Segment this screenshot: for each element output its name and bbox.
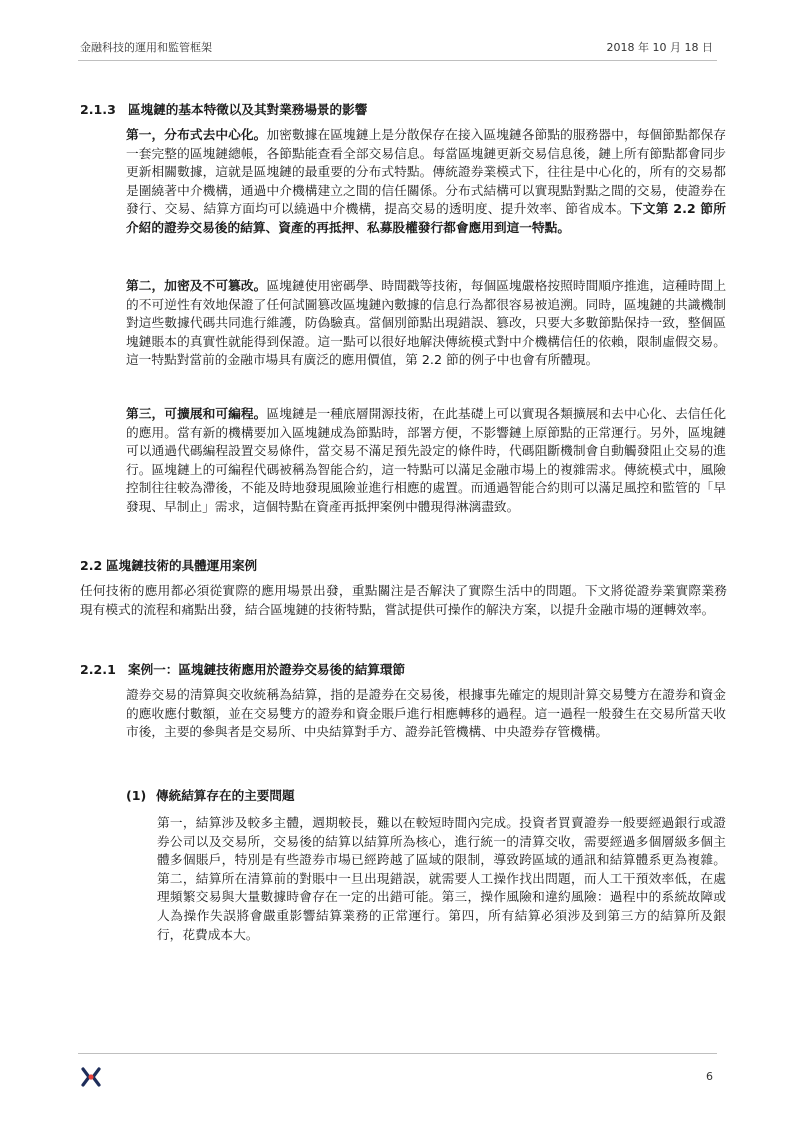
footer-divider [78, 1053, 717, 1054]
section-title: 案例一：區塊鏈技術應用於證券交易後的結算環節 [128, 662, 406, 677]
section-number: 2.2 [80, 558, 103, 573]
paragraph-body: 任何技術的應用都必須從實際的應用場景出發，重點關注是否解決了實際生活中的問題。下文將從證券業實際業務現有模式的流程和痛點出發，結合區塊鏈的技術特點，嘗試提供可操作的解決方案，以提升金融市場的運轉效率。 [80, 583, 727, 617]
paragraph-lead: 第一，分布式去中心化。 [126, 127, 267, 142]
paragraph-body: 證券交易的清算與交收統稱為結算，指的是證券在交易後，根據事先確定的規則計算交易雙方在證券和資金的應收應付數額，並在交易雙方的證券和資金賬戶進行相應轉移的過程。這一過程一般發生在交易所當天收市後，主要的參與者是交易所、中央結算對手方、證券託管機構、中央證券存管機構。 [126, 687, 726, 740]
section-heading-2-2-1 [80, 659, 405, 678]
section-number: 2.1.3 [80, 102, 116, 117]
paragraph-lead: 第二，加密及不可篡改。 [126, 278, 267, 293]
section-heading-2-2 [80, 555, 257, 574]
hkex-x-logo-icon [80, 1066, 102, 1088]
paragraph-body: 區塊鏈是一種底層開源技術，在此基礎上可以實現各類擴展和去中心化、去信任化的應用。當有新的機構要加入區塊鏈成為節點時，部署方便，不影響鏈上原節點的正常運行。另外，區塊鏈可以通過代碼編程設置交易條件，當交易不滿足預先設定的條件時，代碼阻斷機制會自動觸發阻止交易的進行。區塊鏈上的可編程代碼被稱為智能合約，這一特點可以滿足金融市場上的複雜需求。傳統模式中，風險控制往往較為滯後，不能及時地發現風險並進行相應的處置。而通過智能合約則可以滿足風控和監管的「早發現、早制止」需求，這個特點在資產再抵押案例中體現得淋漓盡致。 [126, 406, 727, 514]
subsection-number: (1) [126, 788, 147, 803]
document-date: 2018 年 10 月 18 日 [606, 41, 713, 54]
section-title: 區塊鏈技術的具體運用案例 [106, 558, 258, 573]
document-title: 金融科技的運用和監管框架 [80, 41, 212, 54]
subsection-title: 傳統結算存在的主要問題 [156, 788, 295, 803]
paragraph-encryption [126, 277, 726, 370]
header-divider [78, 60, 717, 61]
section-title: 區塊鏈的基本特徵以及其對業務場景的影響 [128, 102, 368, 117]
paragraph-tail: 下文第 2.2 節所介紹的證券交易後的結算、資產的再抵押、私募股權發行都會應用到這一特點。 [126, 201, 726, 235]
paragraph-body: 加密數據在區塊鏈上是分散保存在接入區塊鏈各節點的服務器中，每個節點都保存一套完整的區塊鏈總帳，各節點能查看全部交易信息。每當區塊鏈更新交易信息後，鏈上所有節點都會同步更新相關數據，這就是區塊鏈的最重要的分布式特點。傳統證券業模式下，往往是中心化的，所有的交易都是圍繞著中介機構，通過中介機構建立之間的信任關係。分布式結構可以實現點對點之間的交易，使證券在發行、交易、結算方面均可以繞過中介機構，提高交易的透明度、提升效率、節省成本。 [126, 127, 727, 217]
paragraph-body: 區塊鏈使用密碼學、時間戳等技術，每個區塊嚴格按照時間順序推進，這種時間上的不可逆性有效地保證了任何試圖篡改區塊鏈內數據的信息行為都很容易被追溯。同時，區塊鏈的共識機制對這些數據代碼共同進行維護，防偽驗真。當個別節點出現錯誤、篡改，只要大多數節點保持一致，整個區塊鏈賬本的真實性就能得到保證。這一點可以很好地解決傳統模式對中介機構信任的依賴，限制虛假交易。這一特點對當前的金融市場具有廣泛的應用價值，第 2.2 節的例子中也會有所體現。 [126, 278, 727, 368]
paragraph-use-cases-intro [80, 582, 727, 619]
page-number: 6 [706, 1070, 713, 1083]
paragraph-traditional-settlement-problems [157, 814, 726, 944]
paragraph-lead: 第三，可擴展和可編程。 [126, 406, 267, 421]
subsection-heading-1 [126, 785, 295, 804]
paragraph-body: 第一，結算涉及較多主體，週期較長，難以在較短時間內完成。投資者買賣證券一般要經過銀行或證券公司以及交易所，交易後的結算以結算所為核心，進行統一的清算交收，需要經過多個層級多個主體多個賬戶，特別是有些證券市場已經跨越了區域的限制，導致跨區域的通訊和結算體系更為複雜。第二，結算所在清算前的對賬中一旦出現錯誤，就需要人工操作找出問題，而人工干預效率低，在處理頻繁交易與大量數據時會存在一定的出錯可能。第三，操作風險和違約風險：過程中的系統故障或人為操作失誤將會嚴重影響結算業務的正常運行。第四，所有結算必須涉及到第三方的結算所及銀行，花費成本大。 [157, 815, 726, 942]
paragraph-decentralization [126, 126, 726, 238]
section-number: 2.2.1 [80, 662, 116, 677]
paragraph-extensibility [126, 405, 726, 517]
section-heading-2-1-3 [80, 99, 367, 118]
paragraph-settlement-definition [126, 686, 726, 742]
